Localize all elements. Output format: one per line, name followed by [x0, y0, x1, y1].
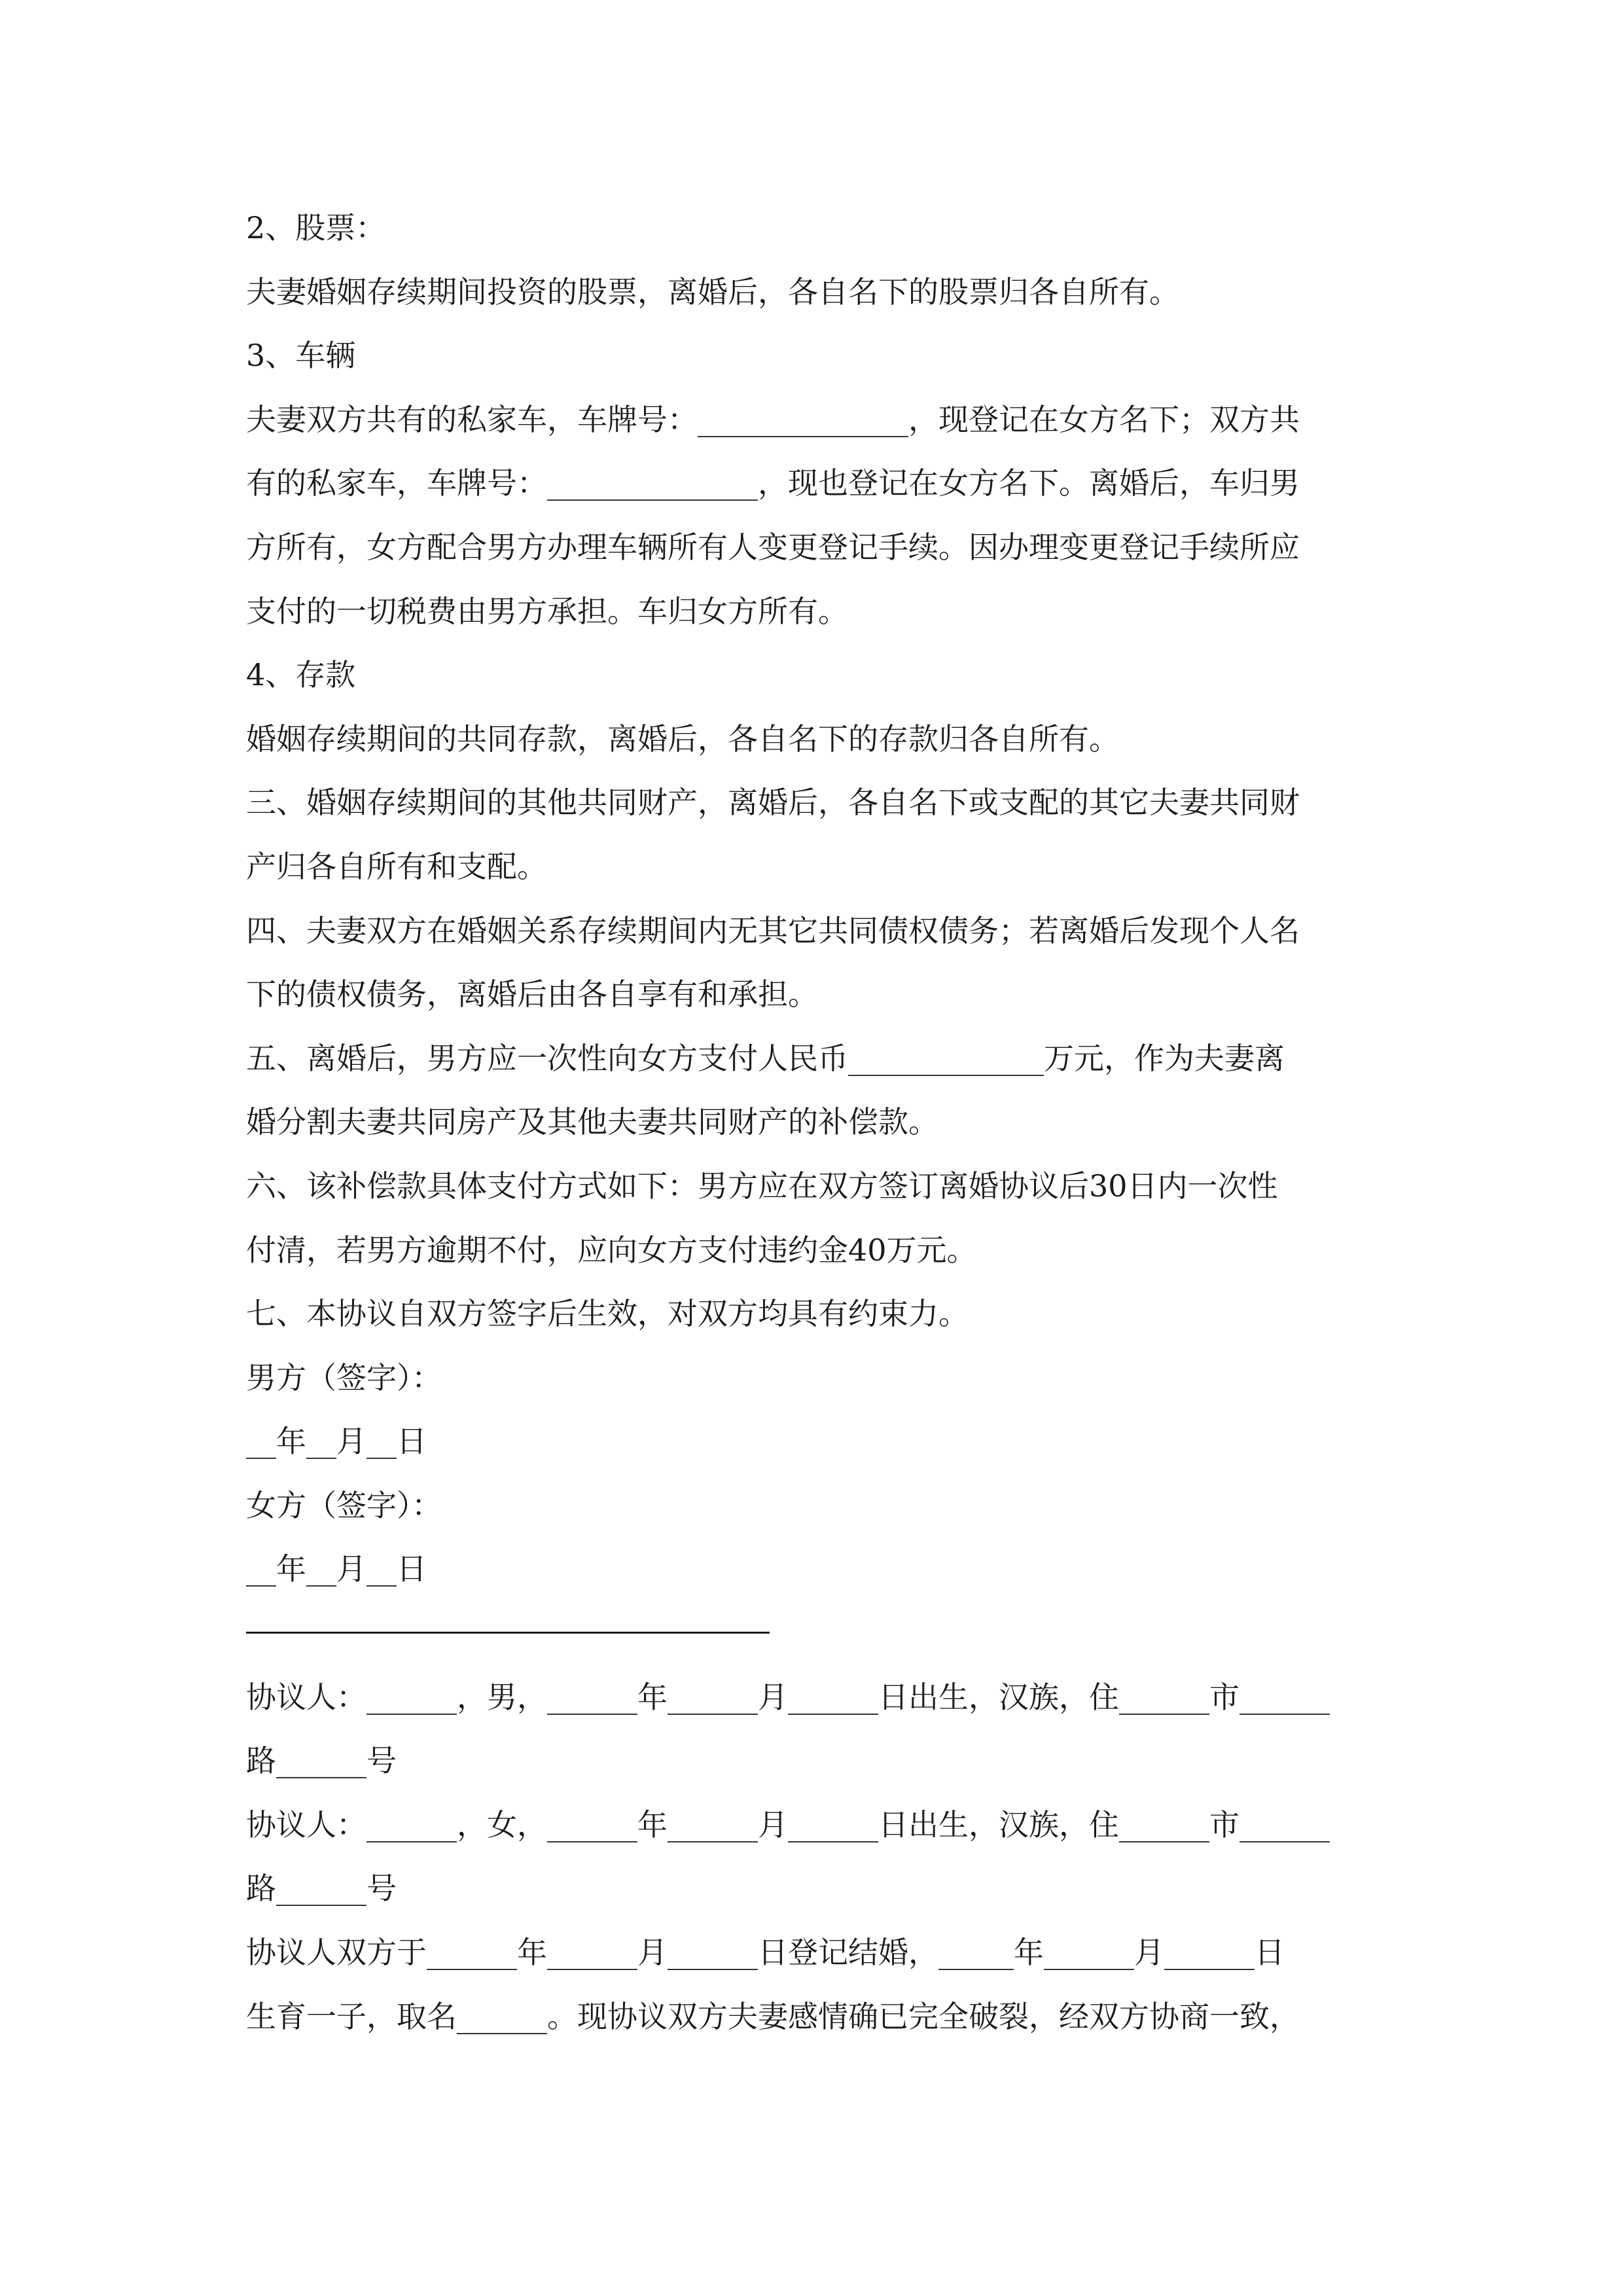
- document-body: [246, 196, 1385, 2049]
- paragraph-line: 婚分割夫妻共同房产及其他夫妻共同财产的补偿款。: [246, 1104, 938, 1140]
- section-heading-deposits: 4、存款: [246, 657, 356, 693]
- female-signature-date: __年__月__日: [246, 1551, 427, 1587]
- paragraph-line: 夫妻婚姻存续期间投资的股票，离婚后，各自名下的股票归各自所有。: [246, 274, 1179, 310]
- clause-five: 五、离婚后，男方应一次性向女方支付人民币_____________万元，作为夫妻离: [246, 1040, 1285, 1076]
- paragraph-line: 夫妻双方共有的私家车，车牌号：______________，现登记在女方名下；双方共: [246, 401, 1300, 437]
- clause-six: 六、该补偿款具体支付方式如下：男方应在双方签订离婚协议后30日内一次性: [246, 1168, 1278, 1204]
- female-signature-label: 女方（签字）：: [246, 1487, 442, 1523]
- paragraph-line: 生育一子，取名______。现协议双方夫妻感情确已完全破裂，经双方协商一致，: [246, 1998, 1300, 2034]
- paragraph-line: 婚姻存续期间的共同存款，离婚后，各自名下的存款归各自所有。: [246, 721, 1119, 757]
- male-signature-date: __年__月__日: [246, 1424, 427, 1460]
- section-separator: [246, 1602, 1385, 1666]
- paragraph-line: 产归各自所有和支配。: [246, 848, 547, 884]
- paragraph-line: 支付的一切税费由男方承担。车归女方所有。: [246, 593, 848, 629]
- paragraph-line: 方所有，女方配合男方办理车辆所有人变更登记手续。因办理变更登记手续所应: [246, 529, 1300, 565]
- party-female-line: 协议人：______，女，______年______月______日出生，汉族，住______市______: [246, 1806, 1330, 1842]
- separator-rule: [246, 1632, 770, 1634]
- clause-seven: 七、本协议自双方签字后生效，对双方均具有约束力。: [246, 1296, 969, 1332]
- paragraph-line: 路______号: [246, 1743, 397, 1779]
- clause-three: 三、婚姻存续期间的其他共同财产，离婚后，各自名下或支配的其它夫妻共同财: [246, 785, 1300, 821]
- paragraph-line: 路______号: [246, 1871, 397, 1907]
- paragraph-line: 付清，若男方逾期不付，应向女方支付违约金40万元。: [246, 1232, 977, 1268]
- male-signature-label: 男方（签字）：: [246, 1359, 442, 1395]
- paragraph-line: 有的私家车，车牌号：______________，现也登记在女方名下。离婚后，车归男: [246, 465, 1300, 501]
- marriage-details-line: 协议人双方于______年______月______日登记结婚，_____年______月______日: [246, 1935, 1285, 1971]
- paragraph-line: 下的债权债务，离婚后由各自享有和承担。: [246, 977, 818, 1013]
- clause-four: 四、夫妻双方在婚姻关系存续期间内无其它共同债权债务；若离婚后发现个人名: [246, 912, 1300, 948]
- party-male-line: 协议人：______，男，______年______月______日出生，汉族，住______市______: [246, 1679, 1330, 1715]
- section-heading-stocks: 2、股票：: [246, 210, 386, 245]
- section-heading-vehicles: 3、车辆: [246, 338, 356, 374]
